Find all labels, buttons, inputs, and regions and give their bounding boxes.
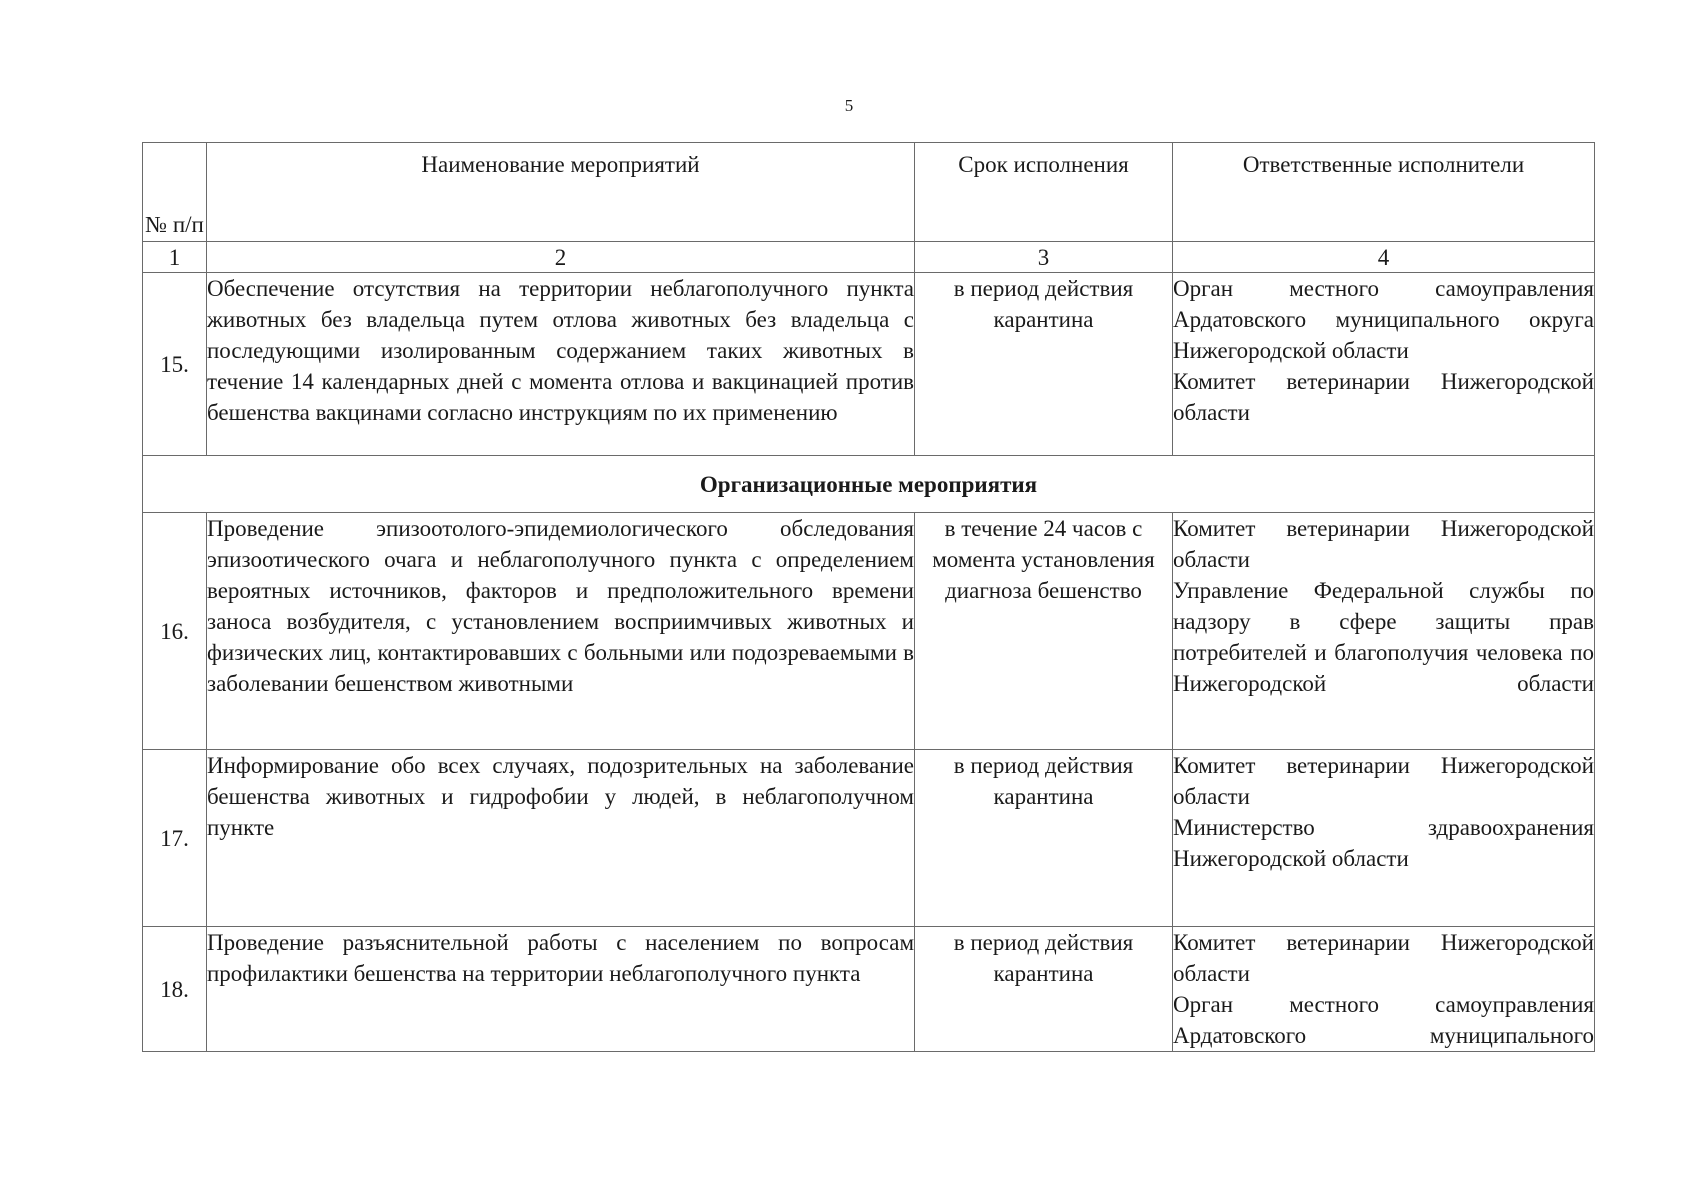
measure-name: Информирование обо всех случаях, подозрительных на заболевание бешенства животных и гидрофобии у людей, в неблагополучном пункте xyxy=(207,750,915,927)
column-number: 3 xyxy=(915,242,1173,273)
section-title: Организационные мероприятия xyxy=(143,456,1595,513)
measure-responsible xyxy=(1173,927,1595,1052)
responsible-entry: Комитет ветеринарии Нижегородской области xyxy=(1173,930,1594,986)
header-term: Срок исполнения xyxy=(915,143,1173,242)
table-header-row xyxy=(143,143,1595,242)
responsible-entry: Управление Федеральной службы по надзору в сфере защиты прав потребителей и благополучия человека по Нижегородской области xyxy=(1173,578,1594,696)
measure-term: в период действия карантина xyxy=(915,750,1173,927)
row-number: 15. xyxy=(143,273,207,456)
header-responsible: Ответственные исполнители xyxy=(1173,143,1595,242)
column-number: 1 xyxy=(143,242,207,273)
section-row xyxy=(143,456,1595,513)
row-number: 17. xyxy=(143,750,207,927)
measures-table xyxy=(142,142,1595,1052)
row-number: 16. xyxy=(143,513,207,750)
measure-responsible xyxy=(1173,750,1595,927)
row-number: 18. xyxy=(143,927,207,1052)
measure-term: в период действия карантина xyxy=(915,273,1173,456)
page-number: 5 xyxy=(844,96,854,115)
responsible-entry: Орган местного самоуправления Ардатовского муниципального xyxy=(1173,992,1594,1048)
header-name: Наименование мероприятий xyxy=(207,143,915,242)
table-row xyxy=(143,927,1595,1052)
table-row xyxy=(143,273,1595,456)
header-number: № п/п xyxy=(143,143,207,242)
measure-responsible xyxy=(1173,513,1595,750)
responsible-entry: Министерство здравоохранения Нижегородской области xyxy=(1173,815,1594,871)
table-row xyxy=(143,750,1595,927)
column-number: 2 xyxy=(207,242,915,273)
measure-name: Проведение разъяснительной работы с населением по вопросам профилактики бешенства на территории неблагополучного пункта xyxy=(207,927,915,1052)
responsible-entry: Комитет ветеринарии Нижегородской области xyxy=(1173,753,1594,809)
table-row xyxy=(143,513,1595,750)
measure-name: Проведение эпизоотолого-эпидемиологического обследования эпизоотического очага и неблагополучного пункта с определением вероятных источников, факторов и предположительного времени заноса возбудителя, с установлением восприимчивых животных и физических лиц, контактировавших с больными или подозреваемыми в заболевании бешенством животными xyxy=(207,513,915,750)
responsible-entry: Комитет ветеринарии Нижегородской области xyxy=(1173,369,1594,425)
responsible-entry: Орган местного самоуправления Ардатовского муниципального округа Нижегородской области xyxy=(1173,276,1594,363)
measure-term: в течение 24 часов с момента установления диагноза бешенство xyxy=(915,513,1173,750)
column-number: 4 xyxy=(1173,242,1595,273)
column-numbers-row xyxy=(143,242,1595,273)
measure-term: в период действия карантина xyxy=(915,927,1173,1052)
measure-responsible xyxy=(1173,273,1595,456)
measure-name: Обеспечение отсутствия на территории неблагополучного пункта животных без владельца путем отлова животных без владельца с последующими изолированным содержанием таких животных в течение 14 календарных дней с момента отлова и вакцинацией против бешенства вакцинами согласно инструкциям по их применению xyxy=(207,273,915,456)
responsible-entry: Комитет ветеринарии Нижегородской области xyxy=(1173,516,1594,572)
